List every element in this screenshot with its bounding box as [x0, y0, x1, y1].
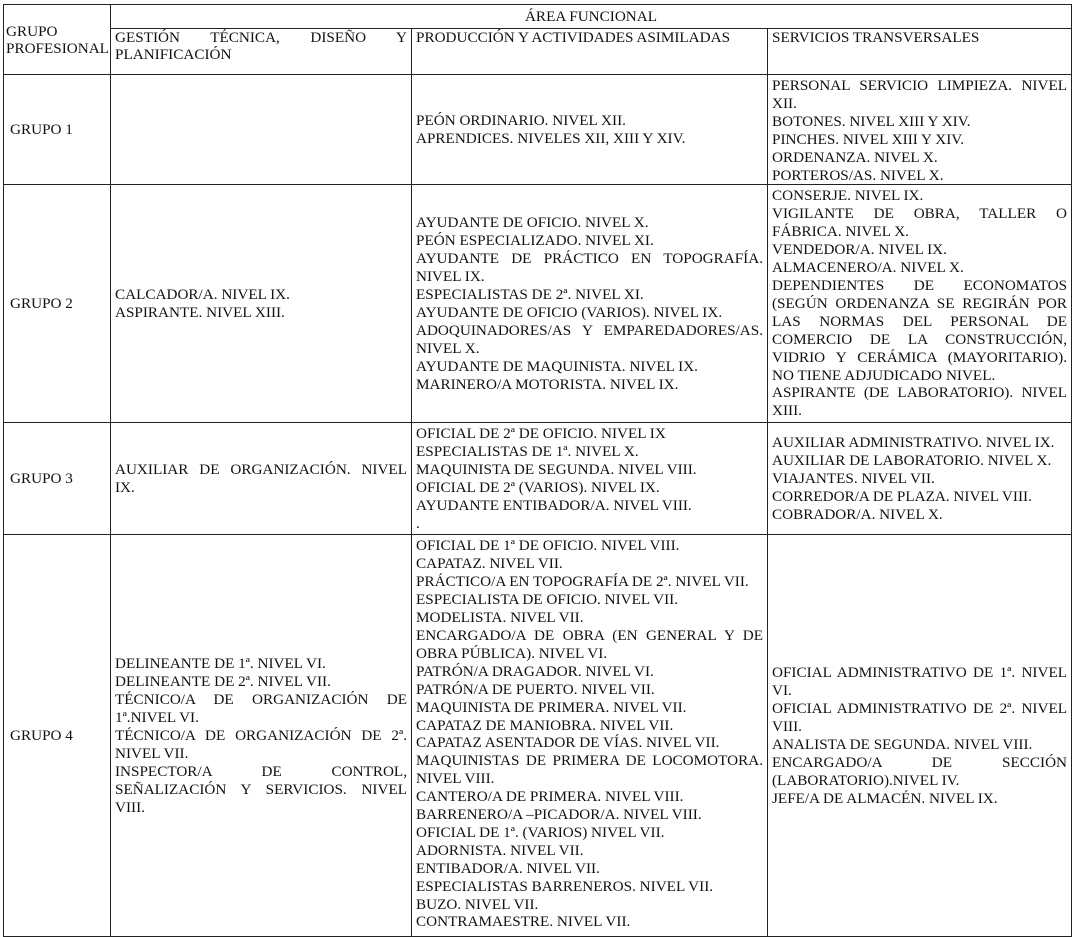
category-entry: ASPIRANTE. NIVEL XIII.: [115, 303, 285, 321]
produccion-cell: [412, 75, 768, 185]
category-entry: AYUDANTE ENTIBADOR/A. NIVEL VIII.: [416, 497, 692, 515]
category-entry: PEÓN ESPECIALIZADO. NIVEL XI.: [416, 232, 654, 250]
header-produccion: PRODUCCIÓN Y ACTIVIDADES ASIMILADAS: [412, 29, 768, 75]
header-gestion-tecnica: GESTIÓN TÉCNICA, DISEÑO Y PLANIFICACIÓN: [111, 29, 412, 75]
category-entry: PATRÓN/A DE PUERTO. NIVEL VII.: [416, 680, 655, 698]
group-label: GRUPO 3: [4, 423, 111, 535]
category-entry: PERSONAL SERVICIO LIMPIEZA. NIVEL XII.: [772, 77, 1068, 112]
group-label: GRUPO 2: [4, 185, 111, 423]
category-entry: ENCARGADO/A DE OBRA (EN GENERAL Y DE OBRA PÚBLICA). NIVEL VI.: [416, 626, 763, 662]
category-entry: ASPIRANTE (DE LABORATORIO). NIVEL XIII.: [772, 384, 1068, 420]
category-entry: DELINEANTE DE 1ª. NIVEL VI.: [115, 655, 326, 673]
category-entry: AYUDANTE DE PRÁCTICO EN TOPOGRAFÍA. NIVEL IX.: [416, 250, 763, 286]
table-row: [4, 535, 1072, 937]
category-entry: DEPENDIENTES DE ECONOMATOS (SEGÚN ORDENANZA SE REGIRÁN POR LAS NORMAS DEL PERSONAL DE COMERCIO DE LA CONSTRUCCIÓN, VIDRIO Y CERÁMICA (MAYORITARIO). NO TIENE ADJUDICADO NIVEL.: [772, 276, 1068, 384]
category-entry: TÉCNICO/A DE ORGANIZACIÓN DE 1ª.NIVEL VI.: [115, 691, 407, 727]
category-entry: OFICIAL DE 2ª DE OFICIO. NIVEL IX: [416, 425, 666, 443]
group-label: GRUPO 1: [4, 75, 111, 185]
category-entry: PORTEROS/AS. NIVEL X.: [772, 166, 944, 184]
produccion-cell: [412, 423, 768, 535]
table-row: [4, 423, 1072, 535]
category-entry: MAQUINISTAS DE PRIMERA DE LOCOMOTORA. NIVEL VIII.: [416, 752, 763, 788]
category-entry: VENDEDOR/A. NIVEL IX.: [772, 241, 947, 259]
servicios-cell: [768, 185, 1072, 423]
servicios-cell: [768, 423, 1072, 535]
category-entry: CAPATAZ ASENTADOR DE VÍAS. NIVEL VII.: [416, 734, 720, 752]
servicios-cell: [768, 75, 1072, 185]
produccion-cell: [412, 535, 768, 937]
grupos-profesionales-table: [3, 4, 1072, 937]
category-entry: AUXILIAR DE LABORATORIO. NIVEL X.: [772, 452, 1052, 470]
category-entry: AUXILIAR DE ORGANIZACIÓN. NIVEL IX.: [115, 461, 407, 496]
category-entry: COBRADOR/A. NIVEL X.: [772, 505, 943, 523]
category-entry: INSPECTOR/A DE CONTROL, SEÑALIZACIÓN Y SERVICIOS. NIVEL VIII.: [115, 762, 407, 816]
category-entry: PINCHES. NIVEL XIII Y XIV.: [772, 130, 965, 148]
gestion-cell: [111, 423, 412, 535]
category-entry: APRENDICES. NIVELES XII, XIII Y XIV.: [416, 129, 686, 147]
header-servicios-transversales: SERVICIOS TRANSVERSALES: [768, 29, 1072, 75]
category-entry: ALMACENERO/A. NIVEL X.: [772, 259, 964, 277]
category-entry: .: [416, 514, 420, 532]
category-entry: AYUDANTE DE OFICIO. NIVEL X.: [416, 214, 649, 232]
group-label: GRUPO 4: [4, 535, 111, 937]
category-entry: BUZO. NIVEL VII.: [416, 895, 539, 913]
gestion-cell: [111, 535, 412, 937]
category-entry: AUXILIAR ADMINISTRATIVO. NIVEL IX.: [772, 434, 1055, 452]
category-entry: CAPATAZ. NIVEL VII.: [416, 555, 563, 573]
category-entry: ESPECIALISTAS DE 1ª. NIVEL X.: [416, 443, 639, 461]
category-entry: BARRENERO/A –PICADOR/A. NIVEL VIII.: [416, 806, 702, 824]
category-entry: CONTRAMAESTRE. NIVEL VII.: [416, 913, 631, 931]
category-entry: OFICIAL DE 1ª DE OFICIO. NIVEL VIII.: [416, 537, 680, 555]
produccion-cell: [412, 185, 768, 423]
category-entry: MAQUINISTA DE SEGUNDA. NIVEL VIII.: [416, 461, 697, 479]
gestion-cell: [111, 75, 412, 185]
category-entry: PATRÓN/A DRAGADOR. NIVEL VI.: [416, 662, 654, 680]
category-entry: CANTERO/A DE PRIMERA. NIVEL VIII.: [416, 788, 684, 806]
category-entry: MAQUINISTA DE PRIMERA. NIVEL VII.: [416, 698, 687, 716]
servicios-cell: [768, 535, 1072, 937]
category-entry: OFICIAL ADMINISTRATIVO DE 2ª. NIVEL VIII.: [772, 700, 1068, 736]
category-entry: TÉCNICO/A DE ORGANIZACIÓN DE 2ª. NIVEL VII.: [115, 726, 407, 762]
category-entry: ADOQUINADORES/AS Y EMPAREDADORES/AS. NIVEL X.: [416, 321, 763, 357]
category-entry: ESPECIALISTAS DE 2ª. NIVEL XI.: [416, 286, 644, 304]
category-entry: ESPECIALISTA DE OFICIO. NIVEL VII.: [416, 591, 679, 609]
table-row: [4, 185, 1072, 423]
category-entry: MODELISTA. NIVEL VII.: [416, 609, 584, 627]
table-row: [4, 75, 1072, 185]
header-row-area: [4, 5, 1072, 29]
category-entry: JEFE/A DE ALMACÉN. NIVEL IX.: [772, 789, 998, 807]
header-area-funcional: ÁREA FUNCIONAL: [111, 5, 1072, 29]
category-entry: VIGILANTE DE OBRA, TALLER O FÁBRICA. NIVEL X.: [772, 205, 1068, 241]
category-entry: AYUDANTE DE MAQUINISTA. NIVEL IX.: [416, 357, 698, 375]
category-entry: ENTIBADOR/A. NIVEL VII.: [416, 859, 600, 877]
category-entry: OFICIAL DE 1ª. (VARIOS) NIVEL VII.: [416, 823, 665, 841]
category-entry: ANALISTA DE SEGUNDA. NIVEL VIII.: [772, 735, 1033, 753]
category-entry: MARINERO/A MOTORISTA. NIVEL IX.: [416, 375, 679, 393]
category-entry: OFICIAL ADMINISTRATIVO DE 1ª. NIVEL VI.: [772, 664, 1068, 700]
table-body: [4, 75, 1072, 937]
gestion-cell: [111, 185, 412, 423]
category-entry: OFICIAL DE 2ª (VARIOS). NIVEL IX.: [416, 479, 660, 497]
category-entry: CORREDOR/A DE PLAZA. NIVEL VIII.: [772, 487, 1032, 505]
category-entry: BOTONES. NIVEL XIII Y XIV.: [772, 112, 971, 130]
header-grupo-profesional: GRUPO PROFESIONAL: [4, 5, 111, 75]
category-entry: PEÓN ORDINARIO. NIVEL XII.: [416, 111, 626, 129]
category-entry: CAPATAZ DE MANIOBRA. NIVEL VII.: [416, 716, 674, 734]
category-entry: ENCARGADO/A DE SECCIÓN (LABORATORIO).NIVEL IV.: [772, 753, 1068, 789]
category-entry: CONSERJE. NIVEL IX.: [772, 187, 924, 205]
category-entry: ORDENANZA. NIVEL X.: [772, 148, 938, 166]
category-entry: DELINEANTE DE 2ª. NIVEL VII.: [115, 673, 331, 691]
category-entry: VIAJANTES. NIVEL VII.: [772, 469, 935, 487]
category-entry: CALCADOR/A. NIVEL IX.: [115, 286, 290, 304]
category-entry: PRÁCTICO/A EN TOPOGRAFÍA DE 2ª. NIVEL VII.: [416, 573, 749, 591]
category-entry: ESPECIALISTAS BARRENEROS. NIVEL VII.: [416, 877, 714, 895]
header-row-columns: [4, 29, 1072, 75]
category-entry: ADORNISTA. NIVEL VII.: [416, 841, 584, 859]
category-entry: AYUDANTE DE OFICIO (VARIOS). NIVEL IX.: [416, 303, 723, 321]
